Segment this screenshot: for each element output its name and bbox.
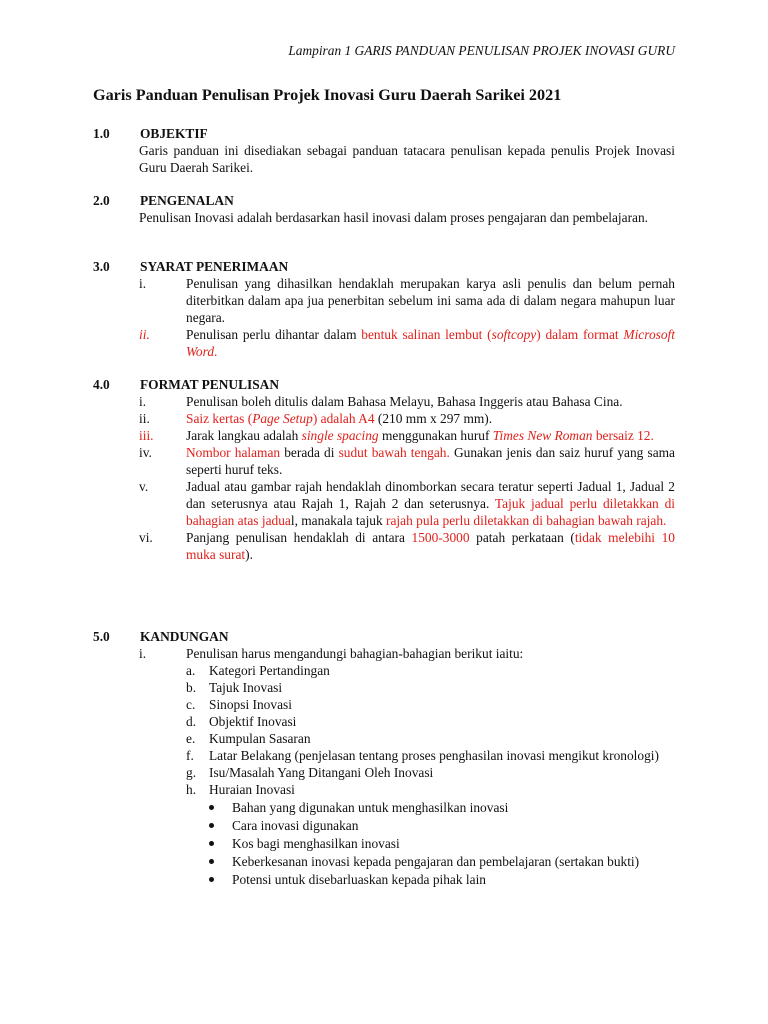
highlight-text: Page Setup: [252, 411, 313, 426]
item-text: Panjang penulisan hendaklah di antara: [186, 530, 412, 545]
list-item: [93, 427, 675, 444]
list-item: [93, 478, 675, 529]
section-number: 2.0: [93, 193, 110, 208]
sub-item-text: Kategori Pertandingan: [209, 663, 330, 678]
item-text: Gunakan jenis dan saiz huruf yang sama seperti huruf teks.: [186, 445, 676, 477]
section-number: 4.0: [93, 377, 110, 392]
item-text: Penulisan perlu dihantar dalam: [186, 327, 362, 342]
section-objektif: [93, 125, 675, 176]
highlight-text: bersaiz 12.: [592, 428, 654, 443]
highlight-text: Microsoft Word: [186, 327, 675, 359]
sub-item-text: Isu/Masalah Yang Ditangani Oleh Inovasi: [209, 765, 434, 780]
highlight-text: Tajuk jadual perlu diletakkan di bahagian atas jadua: [186, 496, 675, 528]
bullet-text: Keberkesanan inovasi kepada pengajaran dan pembelajaran (sertakan bukti): [232, 854, 640, 869]
list-item: [93, 393, 675, 410]
sub-item-letter: e.: [186, 731, 196, 746]
list-item: [93, 444, 675, 478]
sub-item-letter: a.: [186, 663, 196, 678]
bullet-text: Kos bagi menghasilkan inovasi: [232, 836, 400, 851]
highlight-text: Times New Roman: [492, 428, 593, 443]
section-heading: [93, 628, 675, 645]
sub-item-letter: f.: [186, 748, 194, 763]
sub-item: [93, 781, 675, 798]
sub-item-letter: g.: [186, 765, 197, 780]
highlight-text: .: [214, 344, 218, 359]
item-number: ii.: [139, 327, 150, 342]
list-item: [93, 529, 675, 563]
bullet-item: [93, 835, 675, 852]
item-text: Penulisan harus mengandungi bahagian-bahagian berikut iaitu:: [186, 646, 524, 661]
sub-item-text: Kumpulan Sasaran: [209, 731, 311, 746]
item-number: iv.: [139, 445, 152, 460]
section-number: 3.0: [93, 259, 110, 274]
section-syarat-penerimaan: [93, 258, 675, 360]
item-number: iii.: [139, 428, 154, 443]
item-number: i.: [139, 276, 147, 291]
sub-item: [93, 679, 675, 696]
item-number: v.: [139, 479, 149, 494]
bullet-item: [93, 817, 675, 834]
highlight-text: sudut bawah tengah.: [338, 445, 450, 460]
list-item: [93, 275, 675, 326]
bullet-item: [93, 871, 675, 888]
section-title: OBJEKTIF: [140, 126, 208, 141]
item-text: (210 mm x 297 mm).: [374, 411, 493, 426]
item-number: vi.: [139, 530, 153, 545]
section-number: 1.0: [93, 126, 110, 141]
sub-item: [93, 696, 675, 713]
list-item: [93, 410, 675, 427]
sub-item: [93, 662, 675, 679]
item-text: patah perkataan (: [469, 530, 575, 545]
bullet-icon: [209, 823, 214, 828]
bullet-icon: [209, 841, 214, 846]
sub-item-text: Tajuk Inovasi: [209, 680, 283, 695]
bullet-icon: [209, 805, 214, 810]
highlight-text: Nombor halaman: [186, 445, 281, 460]
document-title: Garis Panduan Penulisan Projek Inovasi Guru Daerah Sarikei 2021: [93, 86, 562, 104]
section-pengenalan: [93, 192, 675, 226]
bullet-text: Cara inovasi digunakan: [232, 818, 359, 833]
highlight-text: single spacing: [301, 428, 379, 443]
item-text: Penulisan boleh ditulis dalam Bahasa Melayu, Bahasa Inggeris atau Bahasa Cina.: [186, 394, 623, 409]
list-item: [93, 326, 675, 360]
bullet-text: Potensi untuk disebarluaskan kepada pihak lain: [232, 872, 486, 887]
sub-item: [93, 764, 675, 781]
highlight-text: tidak melebihi 10 muka surat: [186, 530, 675, 562]
section-kandungan: [93, 628, 675, 888]
section-title: SYARAT PENERIMAAN: [140, 259, 289, 274]
bullet-item: [93, 799, 675, 816]
section-heading: [93, 125, 675, 142]
section-title: KANDUNGAN: [140, 629, 229, 644]
sub-item-letter: h.: [186, 782, 197, 797]
section-heading: [93, 192, 675, 209]
section-format-penulisan: [93, 376, 675, 563]
item-text: l, manakala tajuk: [290, 513, 387, 528]
sub-item-text: Latar Belakang (penjelasan tentang proses penghasilan inovasi mengikut kronologi): [209, 748, 659, 763]
item-text: Jarak langkau adalah: [186, 428, 302, 443]
item-number: i.: [139, 394, 147, 409]
item-text: menggunakan huruf: [378, 428, 493, 443]
section-heading: [93, 376, 675, 393]
page-header: Lampiran 1 GARIS PANDUAN PENULISAN PROJEK INOVASI GURU: [288, 43, 675, 58]
section-title: FORMAT PENULISAN: [140, 377, 279, 392]
highlight-text: ) dalam format: [536, 327, 624, 342]
section-heading: [93, 258, 675, 275]
sub-item-letter: c.: [186, 697, 196, 712]
item-text: ).: [245, 547, 253, 562]
bullet-text: Bahan yang digunakan untuk menghasilkan inovasi: [232, 800, 509, 815]
highlight-text: Saiz kertas (: [186, 411, 253, 426]
sub-item-text: Huraian Inovasi: [209, 782, 295, 797]
sub-item-text: Objektif Inovasi: [209, 714, 297, 729]
sub-item-letter: b.: [186, 680, 197, 695]
bullet-icon: [209, 877, 214, 882]
item-number: i.: [139, 646, 147, 661]
bullet-item: [93, 853, 675, 870]
highlight-text: softcopy: [491, 327, 537, 342]
highlight-text: bentuk salinan lembut (: [361, 327, 492, 342]
section-paragraph: Garis panduan ini disediakan sebagai panduan tatacara penulisan kepada penulis Projek Inovasi Guru Daerah Sarikei.: [139, 143, 675, 175]
highlight-text: 1500-3000: [411, 530, 470, 545]
sub-item-text: Sinopsi Inovasi: [209, 697, 292, 712]
section-number: 5.0: [93, 629, 110, 644]
sub-item: [93, 713, 675, 730]
sub-item-letter: d.: [186, 714, 197, 729]
highlight-text: ) adalah A4: [312, 411, 375, 426]
section-title: PENGENALAN: [140, 193, 234, 208]
sub-item: [93, 747, 675, 764]
item-text: Penulisan yang dihasilkan hendaklah merupakan karya asli penulis dan belum pernah diterbitkan dalam apa jua penerbitan sebelum ini sama ada di dalam negara mahupun luar negara.: [186, 276, 675, 325]
section-paragraph: Penulisan Inovasi adalah berdasarkan hasil inovasi dalam proses pengajaran dan pembelajaran.: [139, 210, 649, 225]
sub-item: [93, 730, 675, 747]
list-item: [93, 645, 675, 662]
item-text: berada di: [280, 445, 339, 460]
highlight-text: rajah pula perlu diletakkan di bahagian bawah rajah.: [386, 513, 667, 528]
item-text: Jadual atau gambar rajah hendaklah dinomborkan secara teratur seperti Jadual 1, Jadual 2 dan seterusnya atau Rajah 1, Rajah 2 dan seterusnya.: [186, 479, 675, 511]
bullet-icon: [209, 859, 214, 864]
item-number: ii.: [139, 411, 150, 426]
